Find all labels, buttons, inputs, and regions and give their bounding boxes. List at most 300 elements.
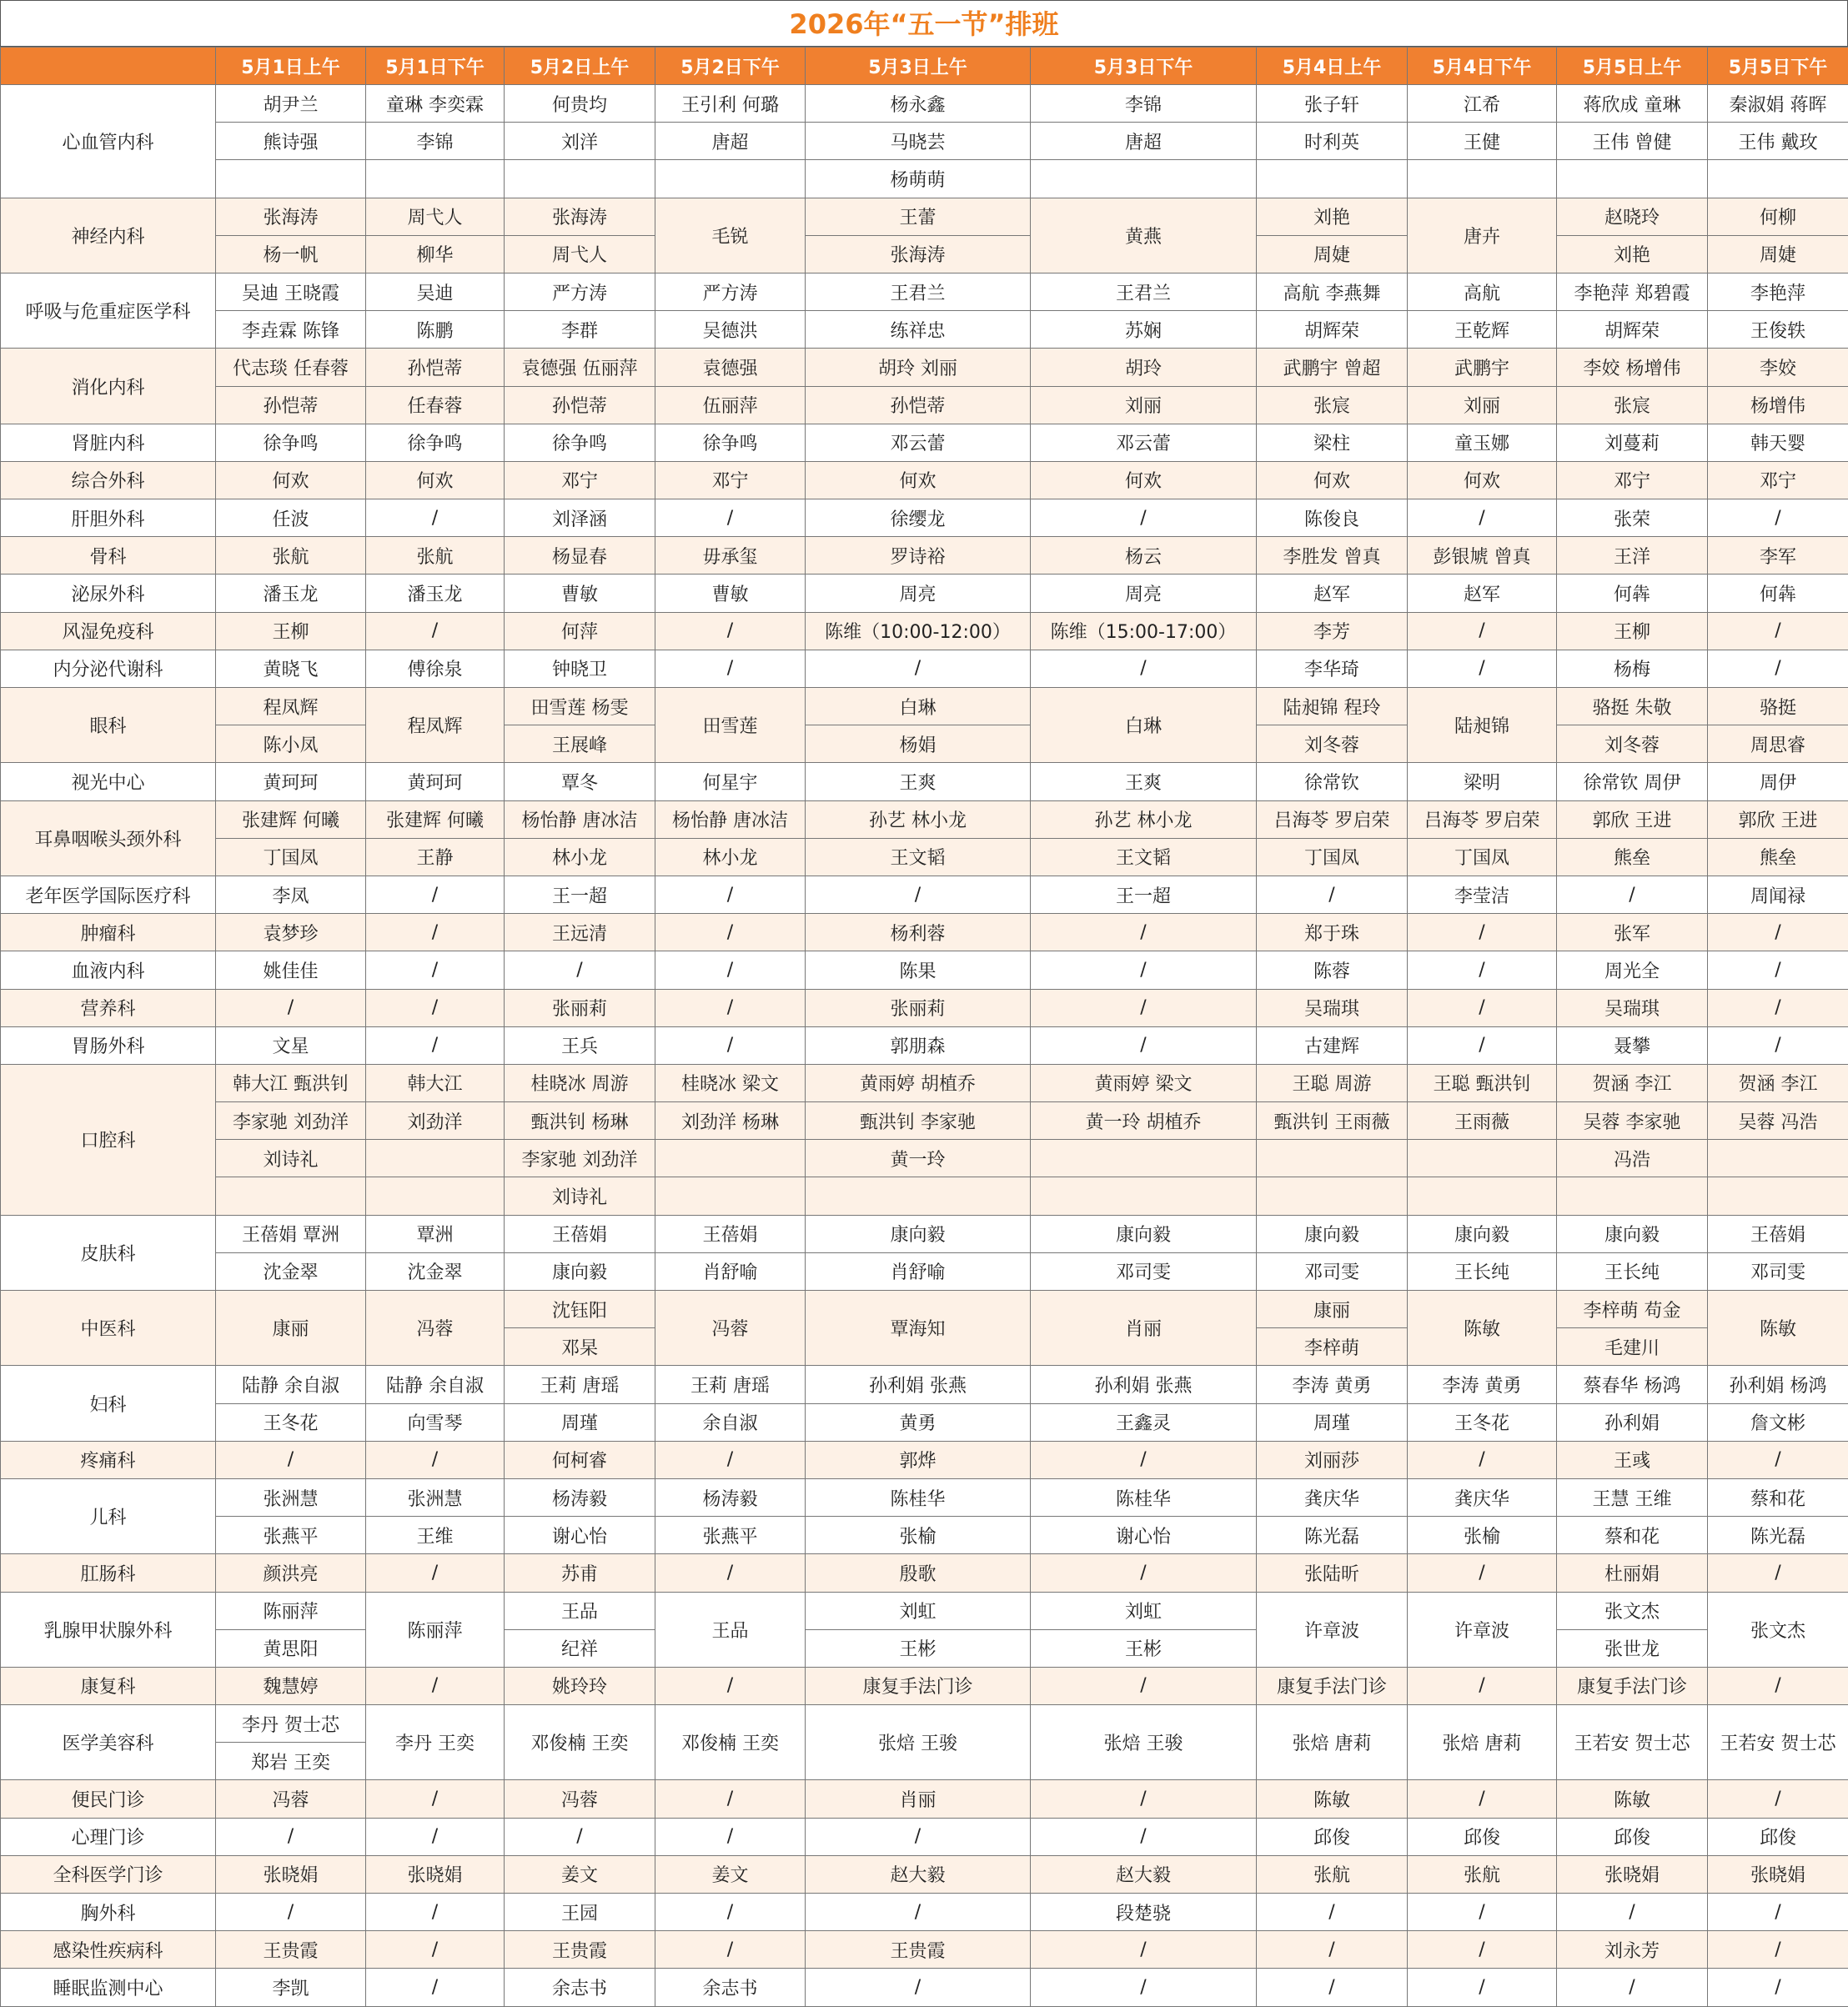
- schedule-cell: 孙利娟: [1557, 1403, 1708, 1441]
- department-name: 综合外科: [1, 461, 216, 499]
- schedule-cell: 王彬: [806, 1629, 1031, 1667]
- schedule-cell: /: [216, 1441, 366, 1478]
- schedule-cell: 王健: [1408, 123, 1557, 160]
- schedule-cell: 刘洋: [505, 123, 655, 160]
- schedule-cell: /: [1708, 499, 1848, 537]
- schedule-cell: 冯蓉: [366, 1291, 505, 1366]
- schedule-row: [1, 1931, 1848, 1969]
- schedule-cell: 白琳: [806, 688, 1031, 725]
- schedule-cell: 黄思阳: [216, 1629, 366, 1667]
- schedule-cell: 袁德强 伍丽萍: [505, 349, 655, 386]
- schedule-cell: 张世龙: [1557, 1629, 1708, 1667]
- schedule-cell: 孙恺蒂: [216, 386, 366, 424]
- schedule-cell: 周亮: [806, 575, 1031, 612]
- schedule-cell: /: [655, 914, 806, 951]
- schedule-cell: 毛建川: [1557, 1328, 1708, 1366]
- schedule-row: [1, 499, 1848, 537]
- schedule-cell: 王贵霞: [806, 1931, 1031, 1969]
- schedule-cell: 李丹 王奕: [366, 1705, 505, 1780]
- schedule-cell: 赵军: [1408, 575, 1557, 612]
- department-name: 眼科: [1, 688, 216, 763]
- schedule-cell: 王一超: [1031, 876, 1257, 913]
- schedule-cell: 曹敏: [655, 575, 806, 612]
- schedule-cell: 王文韬: [806, 838, 1031, 876]
- schedule-cell: 张子轩: [1257, 85, 1408, 123]
- schedule-cell: [216, 160, 366, 198]
- department-name: 消化内科: [1, 349, 216, 424]
- schedule-cell: /: [366, 1818, 505, 1855]
- schedule-cell: 周婕: [1708, 235, 1848, 273]
- schedule-cell: [655, 1177, 806, 1215]
- schedule-cell: 王伟 戴玫: [1708, 123, 1848, 160]
- schedule-cell: 黄燕: [1031, 198, 1257, 273]
- schedule-cell: 陈蓉: [1257, 951, 1408, 989]
- schedule-cell: /: [1257, 1969, 1408, 2006]
- schedule-cell: 胡辉荣: [1257, 311, 1408, 349]
- schedule-cell: /: [655, 1441, 806, 1478]
- schedule-row: [1, 1894, 1848, 1931]
- schedule-cell: /: [366, 914, 505, 951]
- schedule-cell: /: [366, 1969, 505, 2006]
- schedule-cell: /: [1708, 1780, 1848, 1818]
- schedule-cell: 康向毅: [806, 1215, 1031, 1252]
- schedule-cell: /: [1408, 1667, 1557, 1704]
- schedule-cell: 黄珂珂: [216, 763, 366, 800]
- schedule-cell: 邓宁: [1708, 461, 1848, 499]
- department-name: 骨科: [1, 537, 216, 575]
- schedule-cell: [1708, 1177, 1848, 1215]
- schedule-cell: 张晓娟: [1557, 1855, 1708, 1893]
- schedule-cell: /: [366, 1667, 505, 1704]
- schedule-cell: 蔡和花: [1708, 1478, 1848, 1516]
- schedule-row: [1, 1215, 1848, 1252]
- schedule-cell: 李芳: [1257, 612, 1408, 650]
- schedule-cell: /: [505, 951, 655, 989]
- schedule-cell: 黄一玲 胡植乔: [1031, 1102, 1257, 1140]
- schedule-cell: /: [1708, 951, 1848, 989]
- schedule-cell: 傅徐泉: [366, 650, 505, 687]
- schedule-row: [1, 1969, 1848, 2006]
- schedule-cell: 甄洪钊 李家驰: [806, 1102, 1031, 1140]
- schedule-cell: [1408, 1177, 1557, 1215]
- schedule-cell: 王蓓娟: [655, 1215, 806, 1252]
- schedule-row: [1, 951, 1848, 989]
- schedule-cell: 康复手法门诊: [1557, 1667, 1708, 1704]
- schedule-cell: /: [1708, 1026, 1848, 1064]
- schedule-row: [1, 612, 1848, 650]
- schedule-cell: 陈敏: [1708, 1291, 1848, 1366]
- schedule-row: [1, 461, 1848, 499]
- schedule-cell: 胡玲: [1031, 349, 1257, 386]
- department-name: 便民门诊: [1, 1780, 216, 1818]
- department-name: 心血管内科: [1, 85, 216, 198]
- schedule-row: [1, 273, 1848, 310]
- schedule-cell: 王静: [366, 838, 505, 876]
- schedule-cell: 张文杰: [1557, 1592, 1708, 1629]
- schedule-cell: 胡尹兰: [216, 85, 366, 123]
- schedule-cell: 何欢: [1408, 461, 1557, 499]
- header-row: [1, 48, 1848, 85]
- schedule-cell: /: [806, 876, 1031, 913]
- department-name: 老年医学国际医疗科: [1, 876, 216, 913]
- schedule-cell: /: [655, 989, 806, 1026]
- schedule-cell: 谢心怡: [1031, 1517, 1257, 1554]
- schedule-row: [1, 1140, 1848, 1177]
- schedule-cell: /: [1031, 951, 1257, 989]
- schedule-cell: 赵大毅: [806, 1855, 1031, 1893]
- schedule-cell: 赵晓玲: [1557, 198, 1708, 235]
- page-title: 2026年“五一节”排班: [0, 0, 1848, 47]
- schedule-cell: 刘艳: [1257, 198, 1408, 235]
- schedule-body: [1, 85, 1848, 2007]
- schedule-cell: 王引利 何璐: [655, 85, 806, 123]
- department-name: 耳鼻咽喉头颈外科: [1, 800, 216, 876]
- schedule-cell: 刘冬蓉: [1257, 725, 1408, 763]
- schedule-cell: 黄珂珂: [366, 763, 505, 800]
- schedule-cell: /: [1708, 650, 1848, 687]
- schedule-cell: 黄雨婷 梁文: [1031, 1064, 1257, 1101]
- schedule-cell: /: [216, 1894, 366, 1931]
- schedule-cell: 段楚骁: [1031, 1894, 1257, 1931]
- schedule-cell: /: [216, 989, 366, 1026]
- schedule-cell: 王兵: [505, 1026, 655, 1064]
- schedule-row: [1, 123, 1848, 160]
- schedule-cell: /: [1408, 989, 1557, 1026]
- schedule-cell: 曹敏: [505, 575, 655, 612]
- schedule-cell: /: [1257, 1931, 1408, 1969]
- schedule-cell: 谢心怡: [505, 1517, 655, 1554]
- schedule-cell: /: [655, 1780, 806, 1818]
- schedule-cell: 李凤: [216, 876, 366, 913]
- department-name: 口腔科: [1, 1064, 216, 1215]
- department-name: 营养科: [1, 989, 216, 1026]
- schedule-cell: 王爽: [1031, 763, 1257, 800]
- schedule-cell: 童玉娜: [1408, 424, 1557, 461]
- schedule-cell: 杜丽娟: [1557, 1554, 1708, 1592]
- schedule-cell: 王贵霞: [216, 1931, 366, 1969]
- schedule-row: [1, 1441, 1848, 1478]
- schedule-cell: 周婕: [1257, 235, 1408, 273]
- schedule-cell: /: [366, 499, 505, 537]
- header-cell: 5月2日上午: [505, 48, 655, 85]
- schedule-cell: 吴迪: [366, 273, 505, 310]
- schedule-cell: /: [1031, 914, 1257, 951]
- schedule-cell: 王鑫灵: [1031, 1403, 1257, 1441]
- schedule-cell: /: [1408, 1554, 1557, 1592]
- schedule-cell: [655, 1140, 806, 1177]
- schedule-cell: 李姣 杨增伟: [1557, 349, 1708, 386]
- schedule-cell: 王洋: [1557, 537, 1708, 575]
- schedule-cell: /: [1257, 1894, 1408, 1931]
- schedule-cell: 康丽: [216, 1291, 366, 1366]
- schedule-cell: 赵大毅: [1031, 1855, 1257, 1893]
- schedule-cell: 彭银虓 曾真: [1408, 537, 1557, 575]
- schedule-cell: 余志书: [505, 1969, 655, 2006]
- schedule-cell: /: [1408, 499, 1557, 537]
- schedule-cell: 王爽: [806, 763, 1031, 800]
- schedule-cell: /: [1557, 876, 1708, 913]
- header-cell: 5月5日上午: [1557, 48, 1708, 85]
- schedule-cell: 张榆: [1408, 1517, 1557, 1554]
- schedule-row: [1, 311, 1848, 349]
- schedule-cell: 王若安 贺士芯: [1708, 1705, 1848, 1780]
- schedule-cell: /: [366, 951, 505, 989]
- schedule-cell: 李群: [505, 311, 655, 349]
- schedule-cell: 文星: [216, 1026, 366, 1064]
- schedule-cell: /: [1408, 650, 1557, 687]
- schedule-cell: [1031, 1140, 1257, 1177]
- schedule-cell: 潘玉龙: [366, 575, 505, 612]
- schedule-cell: 王俊轶: [1708, 311, 1848, 349]
- schedule-cell: 康向毅: [1408, 1215, 1557, 1252]
- schedule-cell: 刘劲洋: [366, 1102, 505, 1140]
- schedule-cell: 余自淑: [655, 1403, 806, 1441]
- schedule-cell: 张建辉 何曦: [366, 800, 505, 838]
- schedule-cell: 田雪莲 杨雯: [505, 688, 655, 725]
- schedule-cell: 邓俊楠 王奕: [505, 1705, 655, 1780]
- schedule-cell: /: [1031, 1969, 1257, 2006]
- schedule-cell: 纪祥: [505, 1629, 655, 1667]
- schedule-cell: 邓云蕾: [1031, 424, 1257, 461]
- schedule-cell: 唐卉: [1408, 198, 1557, 273]
- schedule-cell: 姜文: [505, 1855, 655, 1893]
- schedule-row: [1, 1064, 1848, 1101]
- schedule-cell: [1257, 160, 1408, 198]
- schedule-cell: 陈丽萍: [366, 1592, 505, 1667]
- department-name: 中医科: [1, 1291, 216, 1366]
- schedule-row: [1, 838, 1848, 876]
- schedule-cell: 杨涛毅: [505, 1478, 655, 1516]
- schedule-cell: 刘诗礼: [216, 1140, 366, 1177]
- schedule-cell: /: [1408, 1931, 1557, 1969]
- schedule-cell: 何柳: [1708, 198, 1848, 235]
- schedule-cell: 李姣: [1708, 349, 1848, 386]
- schedule-cell: /: [1708, 989, 1848, 1026]
- schedule-cell: 邓宁: [1557, 461, 1708, 499]
- schedule-row: [1, 763, 1848, 800]
- schedule-cell: 王雨薇: [1408, 1102, 1557, 1140]
- schedule-cell: 李梓萌: [1257, 1328, 1408, 1366]
- schedule-cell: 高航: [1408, 273, 1557, 310]
- schedule-row: [1, 1780, 1848, 1818]
- schedule-cell: 孙艺 林小龙: [806, 800, 1031, 838]
- schedule-cell: [1557, 1177, 1708, 1215]
- schedule-cell: 邓宁: [655, 461, 806, 499]
- schedule-row: [1, 1366, 1848, 1403]
- schedule-cell: 聂攀: [1557, 1026, 1708, 1064]
- schedule-cell: 冯蓉: [216, 1780, 366, 1818]
- schedule-cell: 王君兰: [806, 273, 1031, 310]
- schedule-cell: /: [1031, 1780, 1257, 1818]
- schedule-cell: 吴蓉 冯浩: [1708, 1102, 1848, 1140]
- schedule-cell: 杨怡静 唐冰洁: [505, 800, 655, 838]
- schedule-cell: 陈敏: [1408, 1291, 1557, 1366]
- schedule-cell: 肖丽: [1031, 1291, 1257, 1366]
- schedule-cell: 王若安 贺士芯: [1557, 1705, 1708, 1780]
- schedule-cell: 覃海知: [806, 1291, 1031, 1366]
- schedule-cell: 刘泽涵: [505, 499, 655, 537]
- schedule-cell: 王柳: [216, 612, 366, 650]
- schedule-cell: 邓杲: [505, 1328, 655, 1366]
- department-name: 感染性疾病科: [1, 1931, 216, 1969]
- schedule-cell: 王君兰: [1031, 273, 1257, 310]
- schedule-cell: /: [1708, 1894, 1848, 1931]
- schedule-cell: 王冬花: [216, 1403, 366, 1441]
- schedule-cell: 吴瑞琪: [1557, 989, 1708, 1026]
- schedule-cell: 孙艺 林小龙: [1031, 800, 1257, 838]
- schedule-cell: 李涛 黄勇: [1408, 1366, 1557, 1403]
- schedule-cell: 钟晓卫: [505, 650, 655, 687]
- schedule-cell: 刘艳: [1557, 235, 1708, 273]
- schedule-cell: /: [655, 876, 806, 913]
- schedule-cell: /: [1031, 650, 1257, 687]
- schedule-cell: 陆静 余自淑: [216, 1366, 366, 1403]
- schedule-row: [1, 1855, 1848, 1893]
- header-cell: 5月5日下午: [1708, 48, 1848, 85]
- schedule-cell: 康复手法门诊: [806, 1667, 1031, 1704]
- schedule-cell: 张焙 王骏: [1031, 1705, 1257, 1780]
- schedule-cell: 孙利娟 张燕: [806, 1366, 1031, 1403]
- schedule-cell: /: [655, 1931, 806, 1969]
- schedule-cell: 蔡和花: [1557, 1517, 1708, 1554]
- schedule-cell: /: [1408, 1026, 1557, 1064]
- schedule-cell: [1708, 160, 1848, 198]
- schedule-cell: 冯浩: [1557, 1140, 1708, 1177]
- schedule-cell: [1031, 160, 1257, 198]
- schedule-cell: 赵军: [1257, 575, 1408, 612]
- schedule-cell: 王文韬: [1031, 838, 1257, 876]
- schedule-cell: /: [1408, 612, 1557, 650]
- department-name: 康复科: [1, 1667, 216, 1704]
- schedule-cell: 陈光磊: [1257, 1517, 1408, 1554]
- schedule-cell: 何贵均: [505, 85, 655, 123]
- schedule-cell: 高航 李燕舞: [1257, 273, 1408, 310]
- schedule-cell: /: [366, 876, 505, 913]
- schedule-row: [1, 876, 1848, 913]
- schedule-cell: 代志琰 任春蓉: [216, 349, 366, 386]
- schedule-cell: 苏甫: [505, 1554, 655, 1592]
- schedule-cell: 李胜发 曾真: [1257, 537, 1408, 575]
- schedule-row: [1, 800, 1848, 838]
- schedule-cell: 黄一玲: [806, 1140, 1031, 1177]
- schedule-row: [1, 914, 1848, 951]
- schedule-cell: 魏慧婷: [216, 1667, 366, 1704]
- schedule-cell: 梁柱: [1257, 424, 1408, 461]
- schedule-cell: 覃冬: [505, 763, 655, 800]
- schedule-cell: 毛锐: [655, 198, 806, 273]
- schedule-cell: 徐争鸣: [216, 424, 366, 461]
- schedule-row: [1, 650, 1848, 687]
- schedule-cell: [1408, 1140, 1557, 1177]
- department-name: 肿瘤科: [1, 914, 216, 951]
- schedule-cell: 许章波: [1408, 1592, 1557, 1667]
- schedule-cell: 杨云: [1031, 537, 1257, 575]
- schedule-cell: 张洲慧: [366, 1478, 505, 1516]
- schedule-row: [1, 1705, 1848, 1743]
- schedule-cell: 甄洪钊 王雨薇: [1257, 1102, 1408, 1140]
- schedule-cell: 张航: [366, 537, 505, 575]
- schedule-cell: 李梓萌 苟金: [1557, 1291, 1708, 1328]
- schedule-cell: 张洲慧: [216, 1478, 366, 1516]
- department-name: 皮肤科: [1, 1215, 216, 1290]
- department-name: 风湿免疫科: [1, 612, 216, 650]
- schedule-cell: 林小龙: [505, 838, 655, 876]
- schedule-row: [1, 1102, 1848, 1140]
- schedule-cell: 刘丽: [1031, 386, 1257, 424]
- department-name: 胸外科: [1, 1894, 216, 1931]
- schedule-cell: 王柳: [1557, 612, 1708, 650]
- schedule-row: [1, 989, 1848, 1026]
- schedule-row: [1, 235, 1848, 273]
- schedule-cell: 王聪 周游: [1257, 1064, 1408, 1101]
- schedule-row: [1, 1592, 1848, 1629]
- header-cell: 5月4日上午: [1257, 48, 1408, 85]
- schedule-cell: 邱俊: [1257, 1818, 1408, 1855]
- schedule-cell: 康向毅: [1257, 1215, 1408, 1252]
- schedule-cell: 李军: [1708, 537, 1848, 575]
- schedule-cell: 田雪莲: [655, 688, 806, 763]
- schedule-cell: 徐常钦: [1257, 763, 1408, 800]
- schedule-cell: 邓云蕾: [806, 424, 1031, 461]
- schedule-cell: 李凯: [216, 1969, 366, 2006]
- schedule-cell: 陈敏: [1557, 1780, 1708, 1818]
- schedule-cell: 陈桂华: [1031, 1478, 1257, 1516]
- department-name: 胃肠外科: [1, 1026, 216, 1064]
- schedule-cell: 张陆昕: [1257, 1554, 1408, 1592]
- schedule-cell: 刘丽莎: [1257, 1441, 1408, 1478]
- schedule-cell: 王聪 甄洪钊: [1408, 1064, 1557, 1101]
- schedule-cell: 王彧: [1557, 1441, 1708, 1478]
- schedule-cell: 李涛 黄勇: [1257, 1366, 1408, 1403]
- department-name: 视光中心: [1, 763, 216, 800]
- schedule-cell: 李家驰 刘劲洋: [216, 1102, 366, 1140]
- schedule-cell: /: [1031, 1554, 1257, 1592]
- schedule-cell: 余志书: [655, 1969, 806, 2006]
- schedule-cell: 张晓娟: [1708, 1855, 1848, 1893]
- schedule-cell: 苏娴: [1031, 311, 1257, 349]
- department-name: 医学美容科: [1, 1705, 216, 1780]
- schedule-cell: 何柯睿: [505, 1441, 655, 1478]
- schedule-cell: 周思睿: [1708, 725, 1848, 763]
- schedule-cell: 郑于珠: [1257, 914, 1408, 951]
- schedule-cell: 沈金翠: [366, 1252, 505, 1290]
- schedule-cell: 蔡春华 杨鸿: [1557, 1366, 1708, 1403]
- department-name: 疼痛科: [1, 1441, 216, 1478]
- schedule-cell: 肖舒喻: [655, 1252, 806, 1290]
- schedule-cell: 丁国凤: [216, 838, 366, 876]
- department-name: 妇科: [1, 1366, 216, 1441]
- schedule-cell: /: [806, 650, 1031, 687]
- schedule-cell: /: [1708, 1969, 1848, 2006]
- schedule-cell: 杨利蓉: [806, 914, 1031, 951]
- schedule-cell: /: [806, 1818, 1031, 1855]
- schedule-cell: 秦淑娟 蒋晖: [1708, 85, 1848, 123]
- schedule-cell: 李锦: [366, 123, 505, 160]
- schedule-cell: 陈维（10:00-12:00）: [806, 612, 1031, 650]
- schedule-row: [1, 1554, 1848, 1592]
- schedule-cell: 王彬: [1031, 1629, 1257, 1667]
- schedule-cell: 王蓓娟 覃洲: [216, 1215, 366, 1252]
- schedule-cell: 杨永鑫: [806, 85, 1031, 123]
- schedule-row: [1, 1517, 1848, 1554]
- schedule-cell: 詹文彬: [1708, 1403, 1848, 1441]
- schedule-cell: 周弋人: [505, 235, 655, 273]
- schedule-row: [1, 1629, 1848, 1667]
- schedule-cell: 何欢: [1031, 461, 1257, 499]
- schedule-cell: [1408, 160, 1557, 198]
- schedule-cell: 邱俊: [1708, 1818, 1848, 1855]
- schedule-cell: /: [1031, 1667, 1257, 1704]
